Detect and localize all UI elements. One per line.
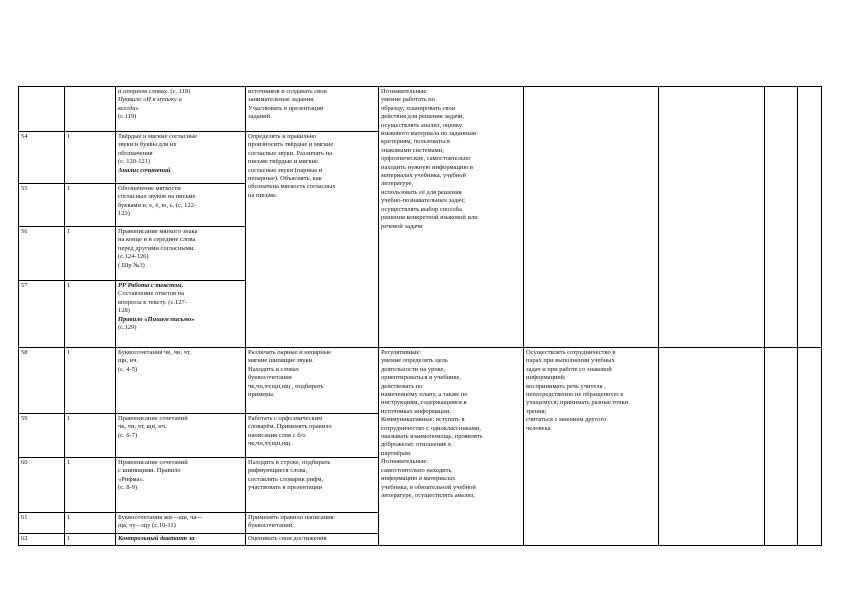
topic-line: буквами и, е, ё, ю, ь. (с. 122- [118, 201, 197, 209]
empty-cell [798, 87, 822, 348]
uud-line: зрения; [526, 407, 547, 415]
topic-line: Буквосочетания жи—ши, ча— [118, 514, 203, 521]
uud-line: Познавательные: [381, 88, 429, 95]
activity-line: написания слов с б/о [248, 431, 306, 439]
empty-cell [765, 87, 798, 348]
hours-cell: 1 [65, 132, 116, 184]
uud-line: партнёрам. [381, 449, 412, 457]
uud-line: знаковыми системами, [381, 146, 444, 154]
empty-cell [659, 348, 765, 546]
topic-line: Правописание сочетаний [118, 459, 188, 466]
uud-line: действовать по [381, 382, 423, 390]
uud-line: Осуществлять сотрудничество в [526, 349, 616, 356]
topic-line: Буквосочетания чк, чн, чт, [118, 349, 191, 356]
hours-cell: 1 [65, 534, 116, 546]
table-body [19, 87, 822, 546]
uud-line: языкового материала по заданным [381, 130, 477, 138]
topic-cell [116, 414, 246, 458]
topic-line: «Рифма». [118, 475, 145, 483]
uud-regulative-cell [379, 348, 524, 546]
activity-line: Определять и правильно [248, 133, 317, 140]
activity-line: заданий. [248, 113, 272, 121]
hours-cell: 1 [65, 348, 116, 414]
topic-line: (с.119) [118, 113, 137, 121]
lesson-plan-table [18, 86, 822, 546]
topic-line: перед другими согласными. [118, 244, 195, 252]
uud-line: задач и при работе со знаковой [526, 365, 612, 373]
lesson-number-cell: 58 [19, 348, 65, 414]
activity-line: чк,чн,чт,щн,нщ . [248, 440, 294, 448]
uud-line: самостоятельно находить [381, 466, 452, 474]
activity-cell [246, 348, 379, 414]
uud-line: Коммуникативные: вступать в [381, 416, 465, 424]
topic-line: обозначения [118, 149, 153, 157]
uud-line: учебника, в обязательной учебной [381, 483, 476, 491]
activity-line: рифмующиеся слова, [248, 467, 308, 475]
uud-line: материалах учебника, учебной [381, 172, 466, 180]
topic-line: Правило «Пишем письмо» [118, 315, 195, 323]
lesson-number-cell: 62 [19, 534, 65, 546]
activity-cell [246, 513, 379, 534]
activity-line: буквосочетания [248, 374, 292, 382]
hours-cell: 1 [65, 281, 116, 348]
uud-line: считаться с мнением другого [526, 416, 607, 424]
topic-line: вопросы к тексту. (с.127- [118, 298, 187, 306]
uud-line: решения конкретной языковой или [381, 214, 478, 222]
topic-line: щн, нч. [118, 357, 139, 365]
topic-line: согласных звуков на письме [118, 193, 196, 201]
activity-line: произносить твёрдые и мягкие [248, 141, 334, 149]
topic-cell [116, 87, 246, 132]
uud-line: информацию в материалах [381, 475, 456, 483]
activity-line: чк,чн,чт,щн,нщ , подбирать [248, 382, 324, 390]
activity-cell [246, 534, 379, 546]
topic-line: ща, чу—щу (с.10-11) [118, 522, 176, 530]
empty-cell [798, 348, 822, 546]
uud-line: литературе, [381, 180, 414, 188]
topic-line: 123) [118, 210, 130, 218]
activity-cell [246, 458, 379, 513]
hours-cell: 1 [65, 227, 116, 281]
topic-line: звуки и буквы для их [118, 141, 177, 149]
activity-line: Работать с орфоэпическим [248, 415, 323, 422]
hours-cell [65, 87, 116, 132]
topic-line: (с. 8-9) [118, 484, 138, 492]
activity-line: Различать парные и непарные [248, 349, 331, 356]
topic-line: с шипящими. Правило [118, 467, 181, 475]
activity-line: Применять правило написания [248, 514, 334, 521]
topic-line: РР Работа с текстом. [118, 282, 184, 289]
activity-line: обозначена мягкость согласных [248, 183, 336, 191]
topic-cell [116, 513, 246, 534]
activity-line: Участвовать в презентации [248, 104, 324, 112]
topic-cell [116, 281, 246, 348]
topic-cell [116, 348, 246, 414]
activity-line: Оценивать свои достижения [248, 535, 327, 542]
activity-line: согласные звуки (парные и [248, 166, 323, 174]
uud-line: непосредственно не обращенную к [526, 391, 624, 399]
empty-cell [659, 87, 765, 348]
activity-line: занимательные задания. [248, 96, 315, 104]
topic-line: Правописание мягкого знака [118, 228, 198, 235]
uud-line: умение работать по [381, 96, 436, 104]
topic-line: Правописание сочетаний [118, 415, 188, 422]
activity-line: мягкие шипящие звуки. [248, 357, 314, 365]
activity-line: примеры. [248, 391, 275, 399]
activity-cell [246, 132, 379, 348]
lesson-number-cell: 56 [19, 227, 65, 281]
uud-line: инструкциям, содержащимся в [381, 399, 467, 407]
uud-line: осуществлять выбор способа [381, 205, 462, 213]
topic-line: (с. 4-5) [118, 365, 138, 373]
uud-personal-cell [524, 87, 659, 348]
uud-line: литературе, осуществлять анализ, [381, 491, 475, 499]
uud-line: находить нужную информацию в [381, 163, 474, 171]
activity-cell [246, 87, 379, 132]
uud-line: осуществлять анализ, оценку [381, 121, 463, 129]
lesson-number-cell: 59 [19, 414, 65, 458]
activity-line: письме твёрдые и мягкие [248, 158, 318, 166]
uud-line: сотрудничество с одноклассниками, [381, 424, 481, 432]
activity-line: Находить в строке, подбирать [248, 459, 331, 466]
topic-line: Обозначение мягкости [118, 185, 181, 192]
uud-line: источниках информации. [381, 407, 451, 415]
uud-line: использовать её для решения [381, 188, 462, 196]
uud-line: ориентироваться в учебнике, [381, 374, 462, 382]
uud-line: Регулятивные: [381, 349, 422, 356]
topic-line: (с. 120-121) [118, 158, 151, 166]
uud-line: критериям, пользоваться [381, 138, 450, 146]
activity-line: составлять словарик рифм, [248, 475, 324, 483]
topic-line: (с.129) [118, 324, 137, 332]
table-row [19, 348, 822, 414]
uud-line: оказывать взаимопомощь, проявлять [381, 433, 483, 441]
uud-line: Познавательные: [381, 458, 429, 466]
topic-line: Составление ответов на [118, 290, 184, 298]
empty-cell [765, 348, 798, 546]
topic-line: (с. 6-7) [118, 431, 138, 439]
uud-line: парах при выполнении учебных [526, 357, 615, 365]
topic-cell [116, 184, 246, 227]
uud-line: деятельности на уроке, [381, 365, 446, 373]
uud-line: намеченному плану, а также по [381, 391, 468, 399]
hours-cell: 1 [65, 513, 116, 534]
activity-line: на письме. [248, 191, 278, 199]
lesson-number-cell: 57 [19, 281, 65, 348]
topic-line: и опорном словах. (с. 118) [118, 88, 191, 95]
uud-line: действия для решения задачи, [381, 113, 465, 121]
activity-cell [246, 414, 379, 458]
hours-cell: 1 [65, 184, 116, 227]
topic-cell [116, 132, 246, 184]
uud-line: воспринимать речь учителя , [526, 382, 606, 390]
topic-cell [116, 227, 246, 281]
uud-personal-cell [524, 348, 659, 546]
topic-cell [116, 458, 246, 513]
topic-line: Правило «И в музыку и [118, 96, 182, 104]
topic-line: чк, чн, чт, щн, нч. [118, 423, 167, 431]
topic-line: Контрольный диктант за [118, 535, 195, 542]
topic-line: ( Шр №3) [118, 261, 145, 269]
topic-line: 128) [118, 307, 130, 315]
uud-line: учебно-познавательных задач; [381, 197, 466, 205]
activity-line: непарные). Объяснять, как [248, 175, 322, 183]
lesson-number-cell [19, 87, 65, 132]
topic-line: (с.124-126) [118, 253, 149, 261]
uud-line: образцу; планировать свои [381, 104, 456, 112]
uud-line: умение определять цель [381, 357, 448, 365]
topic-cell [116, 534, 246, 546]
hours-cell: 1 [65, 458, 116, 513]
topic-line: всегда» [118, 104, 139, 112]
hours-cell: 1 [65, 414, 116, 458]
uud-line: орфоэпические, самостоятельно [381, 155, 471, 163]
uud-line: доброжелат. отношение к [381, 441, 452, 449]
uud-line: учащемуся; принимать разные точки [526, 399, 629, 407]
activity-line: согласные звуки. Различать на [248, 149, 332, 157]
topic-line: Твёрдые и мягкие согласные [118, 133, 198, 140]
lesson-number-cell: 55 [19, 184, 65, 227]
lesson-number-cell: 61 [19, 513, 65, 534]
uud-line: человека [526, 424, 551, 432]
lesson-number-cell: 60 [19, 458, 65, 513]
activity-line: источников и создавать свои [248, 88, 327, 95]
uud-cognitive-cell [379, 87, 524, 348]
uud-line: речевой задачи [381, 222, 423, 230]
activity-line: Находить в словах [248, 365, 300, 373]
lesson-number-cell: 54 [19, 132, 65, 184]
activity-line: буквосочетаний. [248, 522, 294, 530]
activity-line: словарём. Применять правило [248, 423, 332, 431]
table-row [19, 87, 822, 132]
topic-line: на конце и в середине слова [118, 236, 196, 244]
activity-line: участвовать в презентации [248, 484, 323, 492]
uud-line: информацией; [526, 374, 566, 382]
topic-line: Анализ сочинений [118, 166, 171, 174]
